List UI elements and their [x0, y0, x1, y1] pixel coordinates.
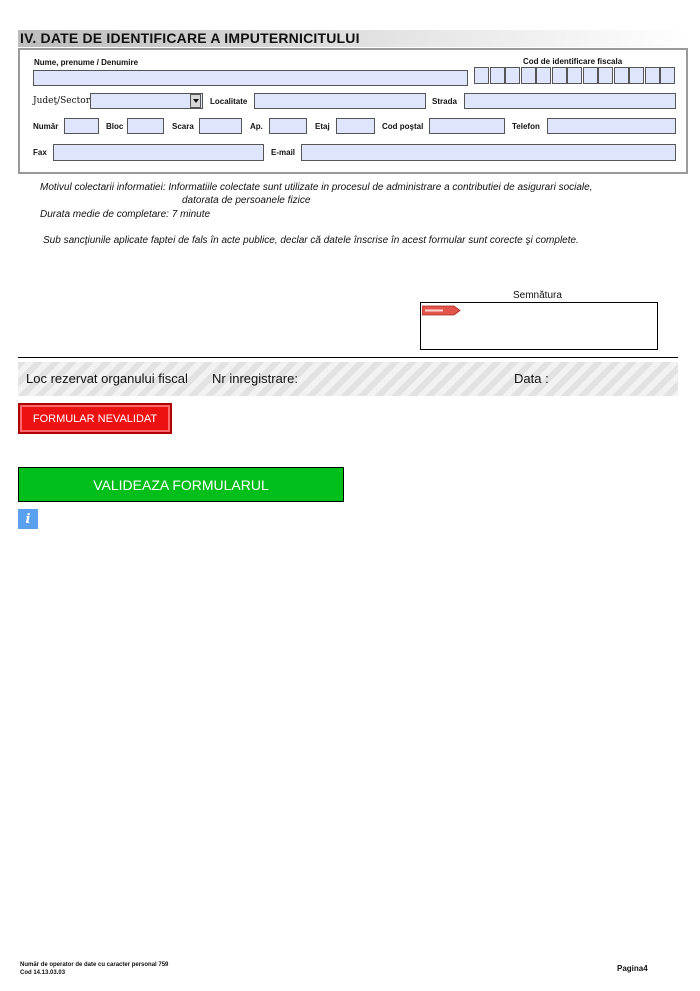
bloc-label: Bloc: [106, 122, 124, 131]
judet-label: Judeţ/Sector: [33, 96, 91, 106]
cod-postal-field[interactable]: [429, 118, 505, 134]
fax-field[interactable]: [53, 144, 264, 161]
numar-label: Număr: [33, 122, 59, 131]
reserved-data-label: Data :: [514, 371, 549, 386]
durata-note: Durata medie de completare: 7 minute: [40, 209, 211, 220]
cod-postal-label: Cod poştal: [382, 122, 424, 131]
declaratie-note: Sub sancţiunile aplicate faptei de fals în acte publice, declar că datele înscrise în acest formular sunt corecte şi complete.: [43, 235, 579, 246]
footer-cod: Cod 14.13.03.03: [20, 970, 66, 976]
ap-field[interactable]: [269, 118, 307, 134]
form-status-button[interactable]: FORMULAR NEVALIDAT: [18, 403, 172, 434]
motiv-note-line1: Motivul colectarii informatiei: Informatiile colectate sunt utilizate in procesul de administrare a contributiei de asigurari sociale,: [40, 182, 593, 193]
reserved-nr-label: Nr inregistrare:: [212, 371, 298, 386]
ap-label: Ap.: [250, 122, 263, 131]
email-label: E-mail: [271, 148, 296, 157]
localitate-field[interactable]: [254, 93, 426, 109]
cif-cell[interactable]: [583, 67, 598, 84]
scara-field[interactable]: [199, 118, 242, 134]
numar-field[interactable]: [64, 118, 99, 134]
cif-cell[interactable]: [521, 67, 536, 84]
email-field[interactable]: [301, 144, 676, 161]
cif-cell[interactable]: [490, 67, 505, 84]
sign-here-icon: [422, 305, 462, 316]
cif-cell[interactable]: [614, 67, 629, 84]
page-number: Pagina4: [617, 964, 648, 973]
telefon-label: Telefon: [512, 122, 540, 131]
cif-cell[interactable]: [660, 67, 675, 84]
cif-label: Cod de identificare fiscala: [523, 57, 623, 66]
motiv-note-line2: datorata de persoanele fizice: [182, 195, 311, 206]
signature-label: Semnătura: [513, 290, 562, 301]
name-field[interactable]: [33, 70, 468, 86]
fax-label: Fax: [33, 148, 47, 157]
cif-cell[interactable]: [474, 67, 489, 84]
scara-label: Scara: [172, 122, 194, 131]
signature-box[interactable]: [420, 302, 658, 350]
reserved-band: [18, 362, 678, 396]
cif-cell[interactable]: [629, 67, 644, 84]
name-label: Nume, prenume / Denumire: [34, 58, 139, 67]
localitate-label: Localitate: [210, 97, 248, 106]
etaj-field[interactable]: [336, 118, 375, 134]
footer-operator: Număr de operator de date cu caracter personal 759: [20, 962, 169, 968]
cif-cell[interactable]: [505, 67, 520, 84]
cif-cell[interactable]: [536, 67, 551, 84]
cif-cell[interactable]: [598, 67, 613, 84]
cif-cell[interactable]: [567, 67, 582, 84]
reserved-loc-label: Loc rezervat organului fiscal: [26, 371, 188, 386]
cif-cell[interactable]: [645, 67, 660, 84]
validate-form-button[interactable]: VALIDEAZA FORMULARUL: [18, 467, 344, 502]
bloc-field[interactable]: [127, 118, 164, 134]
cif-cell[interactable]: [552, 67, 567, 84]
telefon-field[interactable]: [547, 118, 676, 134]
judet-select[interactable]: [90, 93, 203, 109]
strada-field[interactable]: [464, 93, 676, 109]
strada-label: Strada: [432, 97, 457, 106]
info-icon[interactable]: i: [18, 509, 38, 529]
chevron-down-icon[interactable]: [190, 94, 201, 108]
etaj-label: Etaj: [315, 122, 330, 131]
section-title: IV. DATE DE IDENTIFICARE A IMPUTERNICITULUI: [18, 30, 690, 47]
divider: [18, 357, 678, 358]
